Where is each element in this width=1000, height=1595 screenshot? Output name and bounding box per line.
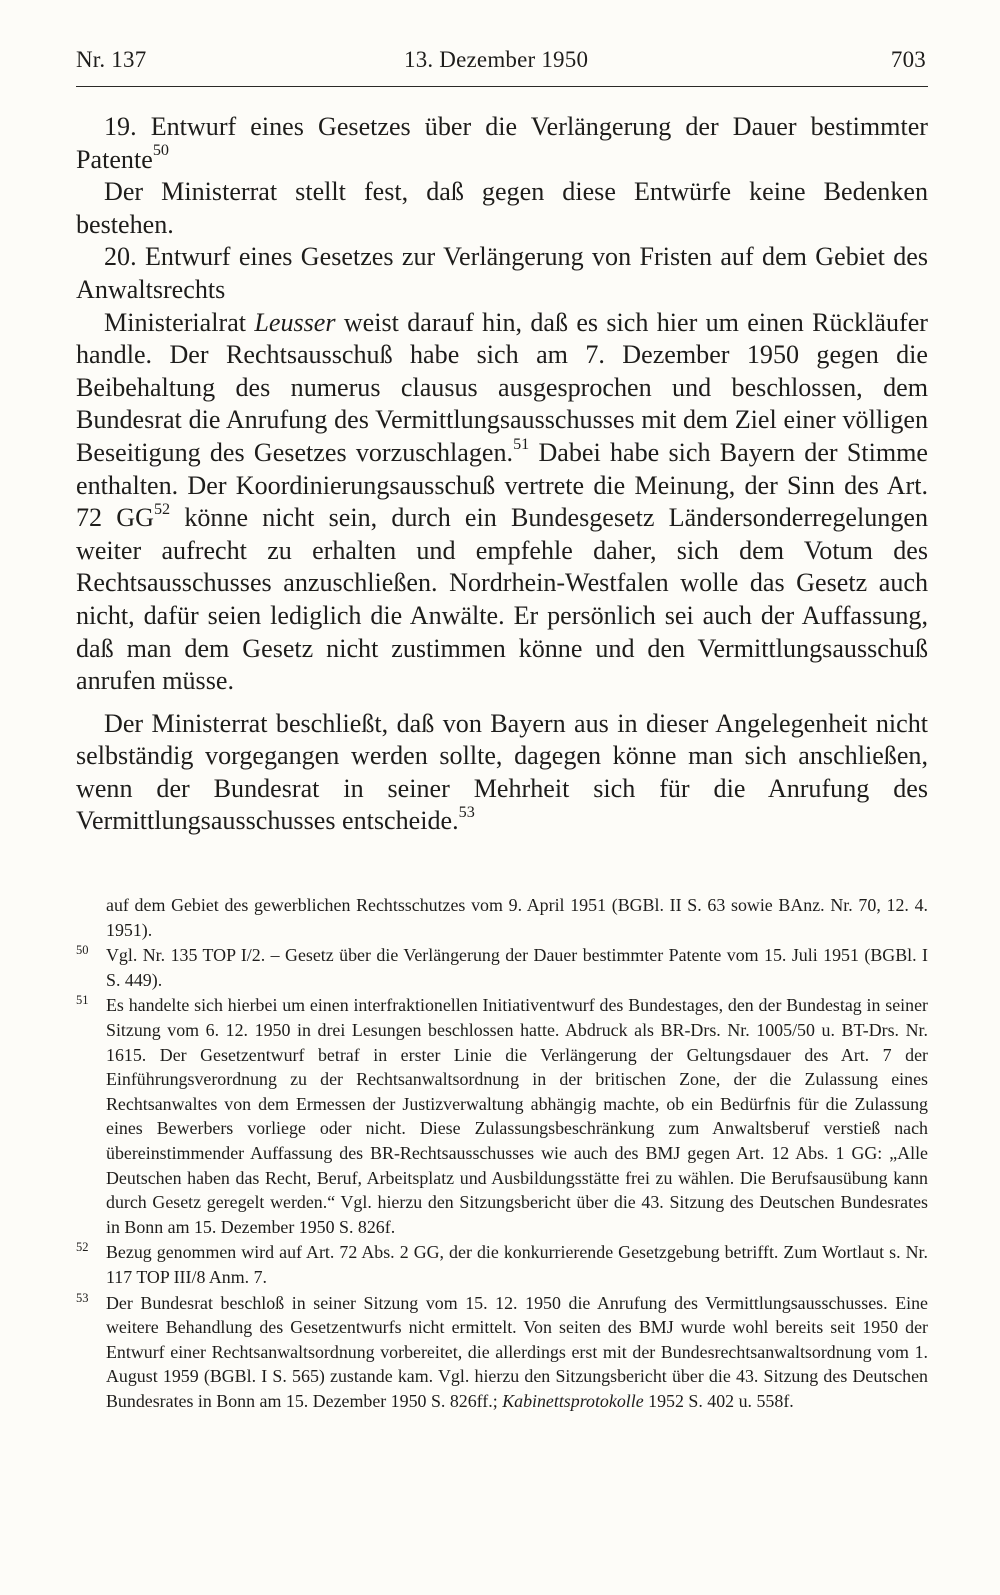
footnote-text: Der Bundesrat beschloß in seiner Sitzung vom 15. 12. 1950 die Anrufung des Vermittlungsausschusses. Eine weitere Behandlung des Gesetzentwurfs nicht ermittelt. Von seiten des BMJ wurde wohl bereits seit 1950 der Entwurf einer Rechtsanwaltsordnung vorbereitet, die allerdings erst mit der Bundesrechtsanwaltsordnung vom 1. August 1959 (BGBl. I S. 565) zustande kam. Vgl. hierzu den Sitzungsbericht über die 43. Sitzung des Deutschen Bundesrates in Bonn am 15. Dezember 1950 S. 826ff.; — [106, 1292, 928, 1411]
footnote-50 — [76, 943, 928, 992]
footnote-53 — [76, 1291, 928, 1414]
footnote-51 — [76, 993, 928, 1239]
footnote-text: Bezug genommen wird auf Art. 72 Abs. 2 GG, der die konkurrierende Gesetzgebung betrifft. Zum Wortlaut s. Nr. 117 TOP III/8 Anm. 7. — [106, 1242, 928, 1287]
footnote-continuation — [76, 893, 928, 942]
document-number: Nr. 137 — [76, 47, 147, 72]
footnote-number: 52 — [76, 1240, 89, 1255]
discussion-intro: Ministerialrat — [104, 307, 255, 337]
footnote-ref-50: 50 — [152, 142, 169, 160]
session-date: 13. Dezember 1950 — [404, 47, 589, 72]
footnote-ref-52: 52 — [153, 501, 171, 519]
footnote-52 — [76, 1240, 928, 1289]
agenda-item-20: 20. Entwurf eines Gesetzes zur Verlängerung von Fristen auf dem Gebiet des Anwaltsrechts — [76, 242, 928, 304]
discussion-part-1: weist darauf hin, daß es sich hier um einen Rückläufer handle. Der Rechtsausschuß habe sich am 7. Dezember 1950 gegen die Beibehaltung des numerus clausus ausgesprochen und beschlossen, dem Bundesrat die Anrufung des Vermittlungsausschusses mit dem Ziel einer völligen Beseitigung des Gesetzes vorzuschlagen. — [76, 307, 928, 467]
discussion-part-2: Dabei habe sich Bayern der Stimme enthalten. Der Koordinierungsausschuß vertrete die Meinung, der Sinn des Art. 72 GG — [76, 437, 929, 533]
resolution-paragraph-20 — [76, 708, 928, 838]
main-text — [76, 111, 928, 838]
footnote-italic-title: Kabinettsprotokolle — [502, 1390, 644, 1411]
footnote-number: 51 — [76, 993, 89, 1008]
speaker-name: Leusser — [254, 307, 336, 337]
resolution-20-text: Der Ministerrat beschließt, daß von Bayern aus in dieser Angelegenheit nicht selbständig vorgegangen werden sollte, dagegen könne man sich anschließen, wenn der Bundesrat in seiner Mehrheit sich für die Anrufung des Vermittlungsausschusses entscheide. — [76, 708, 928, 836]
footnote-number: 50 — [76, 943, 89, 958]
footnote-continuation-text: auf dem Gebiet des gewerblichen Rechtsschutzes vom 9. April 1951 (BGBl. II S. 63 sowie BAnz. Nr. 70, 12. 4. 1951). — [106, 895, 928, 940]
agenda-item-19 — [76, 111, 928, 176]
footnote-number: 53 — [76, 1290, 89, 1305]
agenda-item-19-text: 19. Entwurf eines Gesetzes über die Verlängerung der Dauer bestimmter Patente — [76, 112, 928, 174]
resolution-paragraph-19: Der Ministerrat stellt fest, daß gegen diese Entwürfe keine Bedenken bestehen. — [76, 177, 928, 239]
page-number: 703 — [890, 47, 926, 72]
page-header — [76, 44, 928, 87]
discussion-paragraph — [76, 307, 928, 698]
footnote-tail: 1952 S. 402 u. 558f. — [643, 1390, 794, 1411]
discussion-part-3: könne nicht sein, durch ein Bundesgesetz Ländersonderregelungen weiter aufrecht zu erhalten und empfehle daher, sich dem Votum des Rechtsausschusses anzuschließen. Nordrhein-Westfalen wolle das Gesetz auch nicht, dafür seien lediglich die Anwälte. Er persönlich sei auch der Auffassung, daß man dem Gesetz nicht zustimmen könne und den Vermittlungsausschuß anrufen müsse. — [76, 503, 928, 696]
footnotes — [76, 893, 928, 1414]
footnote-ref-51: 51 — [513, 435, 530, 453]
footnote-text: Vgl. Nr. 135 TOP I/2. – Gesetz über die Verlängerung der Dauer bestimmter Patente vom 15. Juli 1951 (BGBl. I S. 449). — [106, 945, 928, 990]
footnote-text: Es handelte sich hierbei um einen interfraktionellen Initiativentwurf des Bundestages, den der Bundestag in seiner Sitzung vom 6. 12. 1950 in drei Lesungen beschlossen hatte. Abdruck als BR-Drs. Nr. 1005/50 u. BT-Drs. Nr. 1615. Der Gesetzentwurf betraf in erster Linie die Verlängerung der Geltungsdauer des Art. 7 der Einführungsverordnung zu der Rechtsanwaltsordnung in der britischen Zone, der die Zulassung eines Rechtsanwaltes von dem Ermessen der Justizverwaltung abhängig machte, ob ein Bedürfnis für die Zulassung eines Bewerbers vorliege oder nicht. Diese Zulassungsbeschränkung zum Anwaltsberuf verstieß nach übereinstimmender Auffassung des BR-Rechtsausschusses wie auch des BMJ gegen Art. 12 Abs. 1 GG: „Alle Deutschen haben das Recht, Beruf, Arbeitsplatz und Ausbildungsstätte frei zu wählen. Die Berufsausübung kann durch Gesetz geregelt werden.“ Vgl. hierzu den Sitzungsbericht über die 43. Sitzung des Deutschen Bundesrates in Bonn am 15. Dezember 1950 S. 826f. — [106, 995, 928, 1237]
footnote-ref-53: 53 — [458, 804, 475, 822]
